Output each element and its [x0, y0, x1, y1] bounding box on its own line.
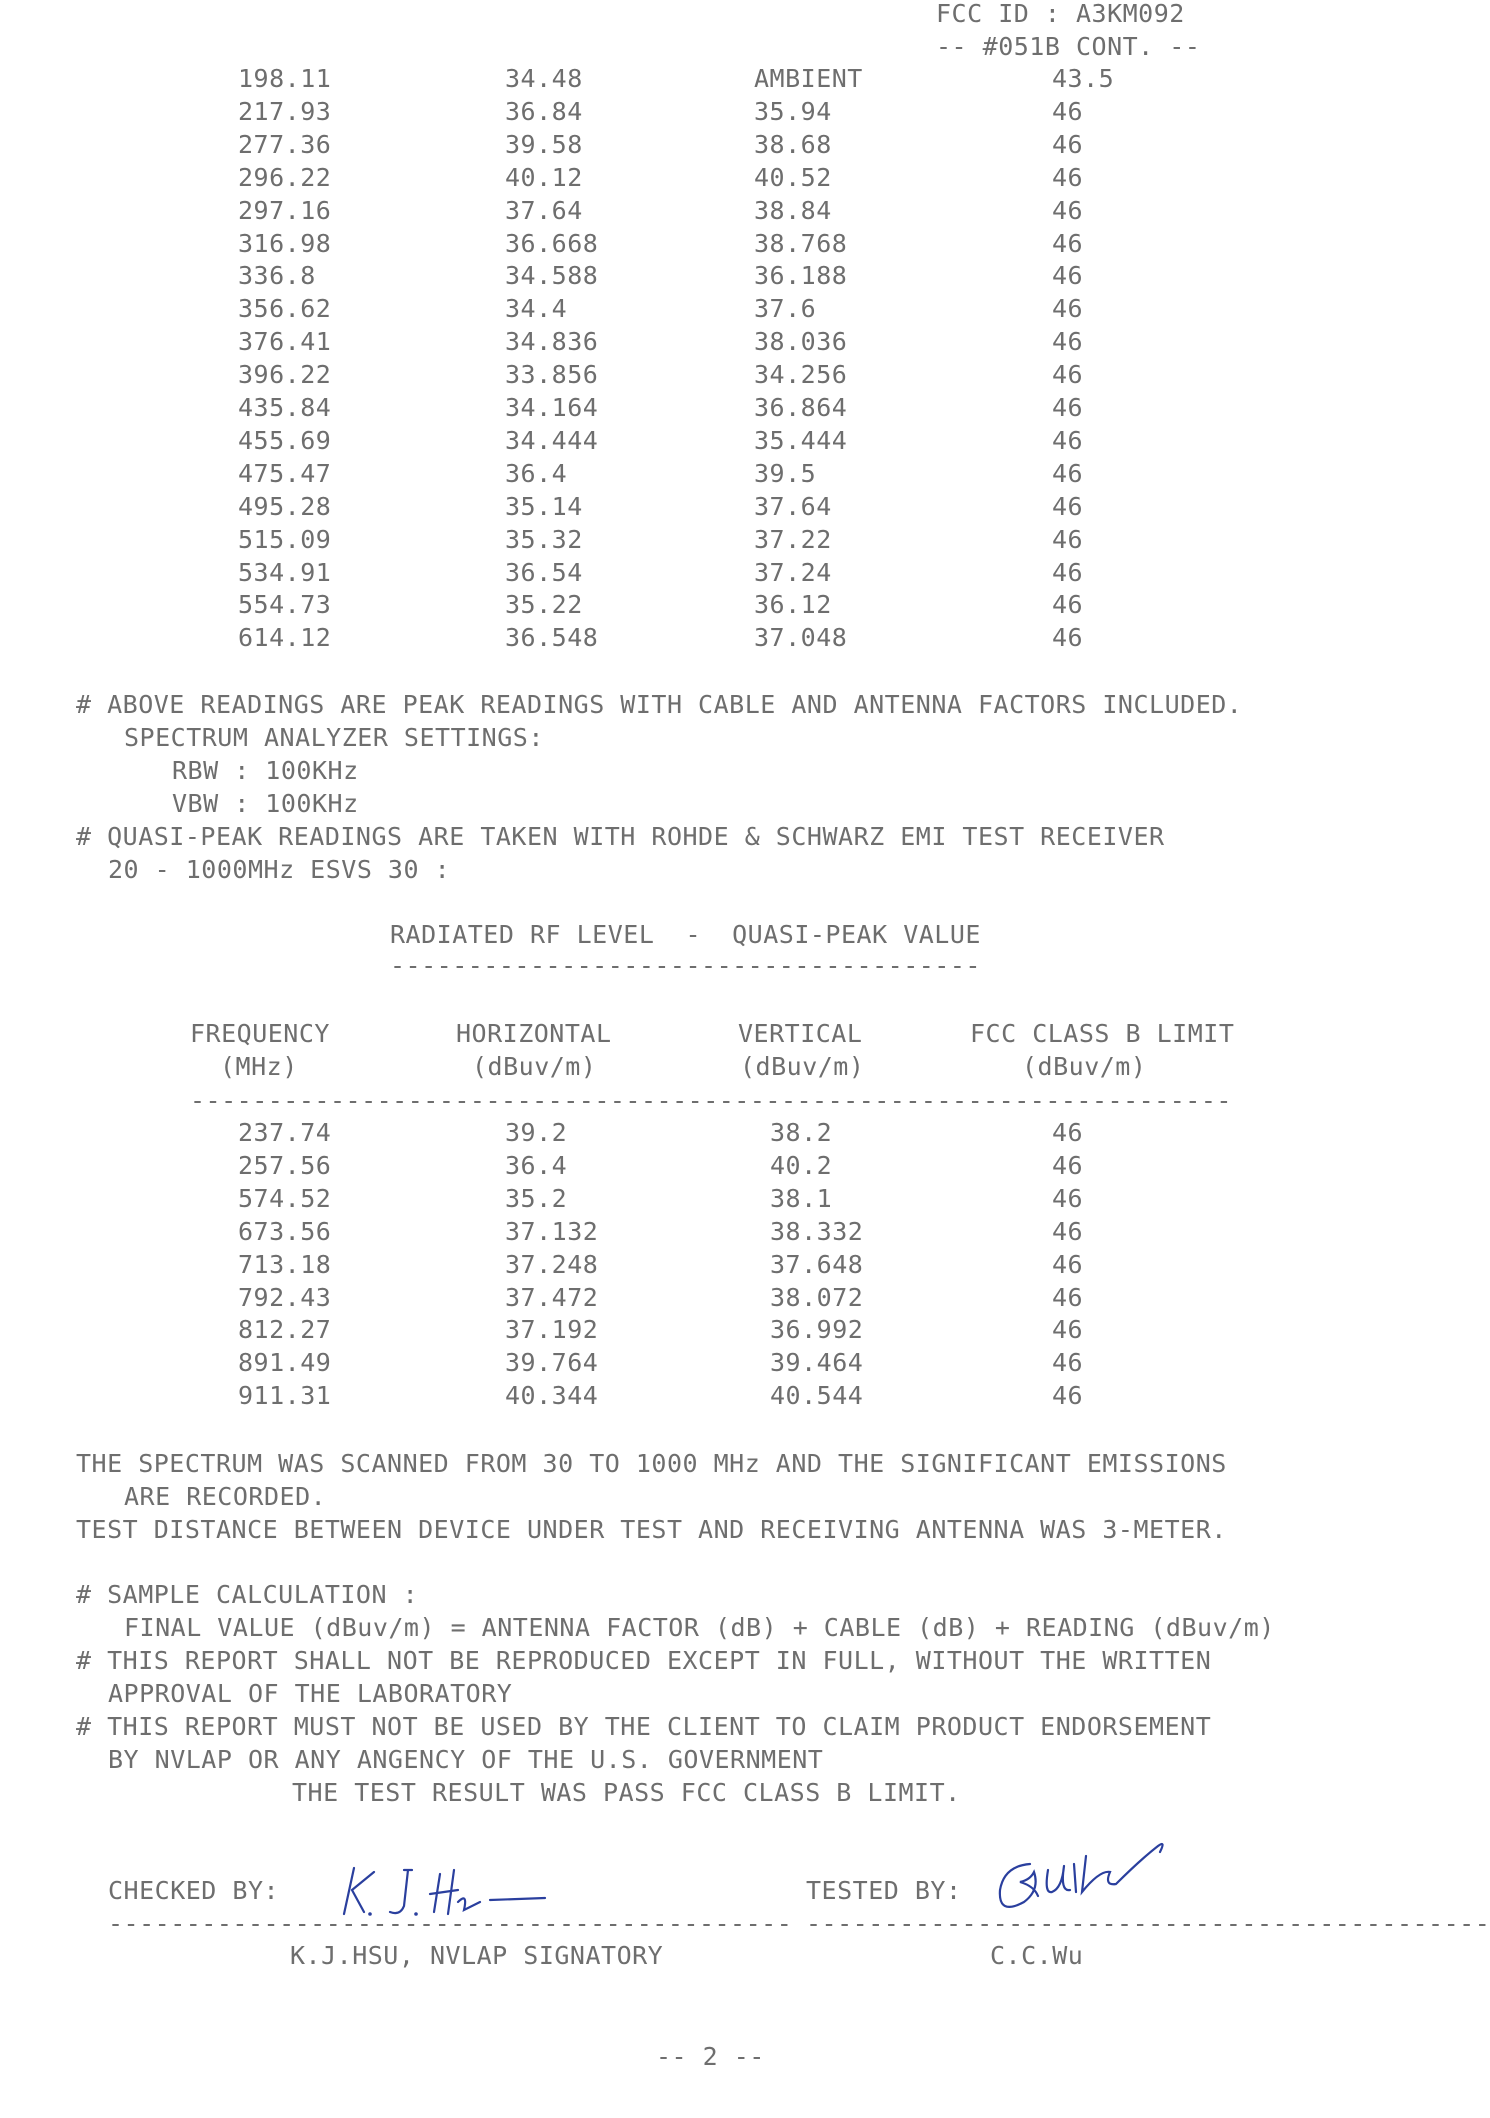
- peak-row-cell: 46: [1052, 360, 1084, 390]
- qp-header-rule: -------------------------------------------------------------------: [190, 1086, 1232, 1115]
- header-frequency: FREQUENCY: [190, 1019, 330, 1048]
- peak-row-cell: 46: [1052, 458, 1084, 488]
- peak-row-cell: 336.8: [238, 261, 316, 291]
- qp-row-cell: 911.31: [238, 1381, 332, 1411]
- peak-row-cell: 38.84: [754, 195, 832, 225]
- note-analyzer-settings: SPECTRUM ANALYZER SETTINGS:: [124, 723, 544, 752]
- note-vbw: VBW : 100KHz: [172, 789, 359, 818]
- note-scan-cont: ARE RECORDED.: [124, 1482, 327, 1511]
- peak-row-cell: 36.54: [505, 557, 583, 587]
- qp-row-cell: 46: [1052, 1315, 1084, 1345]
- header-vertical: VERTICAL: [738, 1019, 863, 1048]
- peak-row-cell: 534.91: [238, 557, 332, 587]
- note-quasi-peak: # QUASI-PEAK READINGS ARE TAKEN WITH ROHDE & SCHWARZ EMI TEST RECEIVER: [76, 822, 1165, 851]
- peak-row-cell: 46: [1052, 623, 1084, 653]
- peak-row-cell: 37.22: [754, 524, 832, 554]
- checked-by-label: CHECKED BY:: [108, 1876, 280, 1905]
- qp-row-cell: 713.18: [238, 1249, 332, 1279]
- tested-rule: --------------------------------------------: [806, 1909, 1490, 1938]
- qp-row-cell: 37.648: [770, 1249, 864, 1279]
- qp-row-cell: 257.56: [238, 1150, 332, 1180]
- qp-row-cell: 46: [1052, 1216, 1084, 1246]
- peak-row-cell: 46: [1052, 228, 1084, 258]
- qp-row-cell: 38.332: [770, 1216, 864, 1246]
- peak-row-cell: 35.444: [754, 425, 848, 455]
- peak-row-cell: 316.98: [238, 228, 332, 258]
- qp-row-cell: 40.344: [505, 1381, 599, 1411]
- peak-row-cell: 35.22: [505, 590, 583, 620]
- peak-row-cell: 40.12: [505, 162, 583, 192]
- peak-row-cell: 46: [1052, 294, 1084, 324]
- peak-row-cell: 38.036: [754, 327, 848, 357]
- peak-row-cell: 34.4: [505, 294, 568, 324]
- qp-row-cell: 673.56: [238, 1216, 332, 1246]
- header-horizontal: HORIZONTAL: [456, 1019, 612, 1048]
- note-rbw: RBW : 100KHz: [172, 756, 359, 785]
- peak-row-cell: 34.164: [505, 393, 599, 422]
- qp-row-cell: 37.132: [505, 1216, 599, 1246]
- peak-row-cell: 614.12: [238, 623, 332, 653]
- header-limit: FCC CLASS B LIMIT: [970, 1019, 1235, 1048]
- peak-row-cell: 35.32: [505, 524, 583, 554]
- peak-row-cell: 376.41: [238, 327, 332, 357]
- peak-row-cell: 515.09: [238, 524, 332, 554]
- peak-row-cell: 38.68: [754, 129, 832, 159]
- peak-row-cell: 34.256: [754, 360, 848, 390]
- peak-row-cell: 38.768: [754, 228, 848, 258]
- qp-row-cell: 37.192: [505, 1315, 599, 1345]
- header-limit-unit: (dBuv/m): [1022, 1052, 1147, 1081]
- qp-row-cell: 38.1: [770, 1183, 833, 1213]
- peak-row-cell: 46: [1052, 261, 1084, 291]
- peak-row-cell: 37.64: [754, 491, 832, 521]
- peak-row-cell: 39.5: [754, 458, 817, 488]
- qp-row-cell: 39.764: [505, 1348, 599, 1378]
- peak-row-cell: 34.444: [505, 425, 599, 455]
- note-receiver-range: 20 - 1000MHz ESVS 30 :: [108, 855, 451, 884]
- peak-row-cell: 35.94: [754, 96, 832, 126]
- peak-row-cell: 455.69: [238, 425, 332, 455]
- header-horizontal-unit: (dBuv/m): [472, 1052, 597, 1081]
- peak-row-cell: 495.28: [238, 491, 332, 521]
- peak-row-cell: 475.47: [238, 458, 332, 488]
- checked-name: K.J.HSU, NVLAP SIGNATORY: [290, 1941, 664, 1970]
- peak-row-cell: 35.14: [505, 491, 583, 521]
- peak-row-cell: 46: [1052, 327, 1084, 357]
- peak-row-cell: 554.73: [238, 590, 332, 620]
- peak-row-cell: 37.24: [754, 557, 832, 587]
- peak-row-cell: 36.548: [505, 623, 599, 653]
- qp-row-cell: 39.464: [770, 1348, 864, 1378]
- peak-row-cell: 46: [1052, 590, 1084, 620]
- qp-row-cell: 35.2: [505, 1183, 568, 1213]
- peak-row-cell: 40.52: [754, 162, 832, 192]
- tested-signature: [990, 1820, 1220, 1920]
- peak-row-cell: 36.668: [505, 228, 599, 258]
- checked-rule: --------------------------------------------: [108, 1909, 793, 1938]
- qp-row-cell: 40.544: [770, 1381, 864, 1411]
- peak-row-cell: 46: [1052, 425, 1084, 455]
- peak-row-cell: 36.12: [754, 590, 832, 620]
- qp-row-cell: 38.072: [770, 1282, 864, 1312]
- header-frequency-unit: (MHz): [220, 1052, 298, 1081]
- tested-by-label: TESTED BY:: [806, 1876, 962, 1905]
- peak-row-cell: 36.188: [754, 261, 848, 291]
- qp-row-cell: 574.52: [238, 1183, 332, 1213]
- peak-row-cell: 39.58: [505, 129, 583, 159]
- note-peak-readings: # ABOVE READINGS ARE PEAK READINGS WITH CABLE AND ANTENNA FACTORS INCLUDED.: [76, 690, 1243, 719]
- peak-row-cell: 46: [1052, 491, 1084, 521]
- note-endorsement: # THIS REPORT MUST NOT BE USED BY THE CLIENT TO CLAIM PRODUCT ENDORSEMENT: [76, 1712, 1212, 1741]
- note-endorsement-cont: BY NVLAP OR ANY ANGENCY OF THE U.S. GOVERNMENT: [108, 1745, 824, 1774]
- qp-row-cell: 891.49: [238, 1348, 332, 1378]
- qp-row-cell: 46: [1052, 1282, 1084, 1312]
- qp-row-cell: 38.2: [770, 1118, 833, 1147]
- qp-title-rule: --------------------------------------: [390, 951, 981, 980]
- peak-row-cell: 46: [1052, 162, 1084, 192]
- peak-row-cell: 217.93: [238, 96, 332, 126]
- header-vertical-unit: (dBuv/m): [740, 1052, 865, 1081]
- qp-row-cell: 39.2: [505, 1118, 568, 1147]
- peak-row-cell: 46: [1052, 393, 1084, 422]
- qp-row-cell: 46: [1052, 1348, 1084, 1378]
- peak-row-cell: 46: [1052, 195, 1084, 225]
- qp-row-cell: 46: [1052, 1381, 1084, 1411]
- peak-row-cell: 33.856: [505, 360, 599, 390]
- peak-row-cell: 43.5: [1052, 64, 1115, 93]
- note-calc-title: # SAMPLE CALCULATION :: [76, 1580, 419, 1609]
- peak-row-cell: 435.84: [238, 393, 332, 422]
- note-reproduction-cont: APPROVAL OF THE LABORATORY: [108, 1679, 513, 1708]
- peak-row-cell: 34.48: [505, 64, 583, 93]
- tested-name: C.C.Wu: [990, 1941, 1084, 1970]
- peak-row-cell: 34.836: [505, 327, 599, 357]
- qp-row-cell: 237.74: [238, 1118, 332, 1147]
- peak-row-cell: 356.62: [238, 294, 332, 324]
- qp-row-cell: 812.27: [238, 1315, 332, 1345]
- peak-row-cell: 198.11: [238, 64, 332, 93]
- peak-row-cell: 34.588: [505, 261, 599, 291]
- qp-row-cell: 36.992: [770, 1315, 864, 1345]
- peak-row-cell: 396.22: [238, 360, 332, 390]
- peak-row-cell: 36.84: [505, 96, 583, 126]
- peak-row-cell: 37.048: [754, 623, 848, 653]
- qp-row-cell: 792.43: [238, 1282, 332, 1312]
- peak-row-cell: 297.16: [238, 195, 332, 225]
- test-result: THE TEST RESULT WAS PASS FCC CLASS B LIMIT.: [292, 1778, 961, 1807]
- note-scan: THE SPECTRUM WAS SCANNED FROM 30 TO 1000 MHz AND THE SIGNIFICANT EMISSIONS: [76, 1449, 1227, 1478]
- qp-row-cell: 46: [1052, 1150, 1084, 1180]
- fcc-id: FCC ID : A3KM092: [936, 0, 1185, 28]
- peak-row-cell: 36.4: [505, 458, 568, 488]
- peak-row-cell: 46: [1052, 557, 1084, 587]
- qp-row-cell: 37.248: [505, 1249, 599, 1279]
- qp-row-cell: 46: [1052, 1183, 1084, 1213]
- peak-row-cell: AMBIENT: [754, 64, 863, 93]
- note-reproduction: # THIS REPORT SHALL NOT BE REPRODUCED EXCEPT IN FULL, WITHOUT THE WRITTEN: [76, 1646, 1212, 1675]
- note-distance: TEST DISTANCE BETWEEN DEVICE UNDER TEST AND RECEIVING ANTENNA WAS 3-METER.: [76, 1515, 1227, 1544]
- peak-row-cell: 277.36: [238, 129, 332, 159]
- qp-title: RADIATED RF LEVEL - QUASI-PEAK VALUE: [390, 920, 981, 949]
- qp-row-cell: 40.2: [770, 1150, 833, 1180]
- qp-row-cell: 36.4: [505, 1150, 568, 1180]
- peak-row-cell: 37.64: [505, 195, 583, 225]
- qp-row-cell: 37.472: [505, 1282, 599, 1312]
- qp-row-cell: 46: [1052, 1249, 1084, 1279]
- peak-row-cell: 37.6: [754, 294, 817, 324]
- peak-row-cell: 36.864: [754, 393, 848, 422]
- peak-row-cell: 296.22: [238, 162, 332, 192]
- peak-row-cell: 46: [1052, 524, 1084, 554]
- peak-row-cell: 46: [1052, 129, 1084, 159]
- continuation-label: -- #051B CONT. --: [936, 32, 1201, 61]
- qp-row-cell: 46: [1052, 1118, 1084, 1147]
- peak-row-cell: 46: [1052, 96, 1084, 126]
- note-calc-formula: FINAL VALUE (dBuv/m) = ANTENNA FACTOR (dB) + CABLE (dB) + READING (dBuv/m): [124, 1613, 1275, 1642]
- page-number: -- 2 --: [656, 2042, 765, 2071]
